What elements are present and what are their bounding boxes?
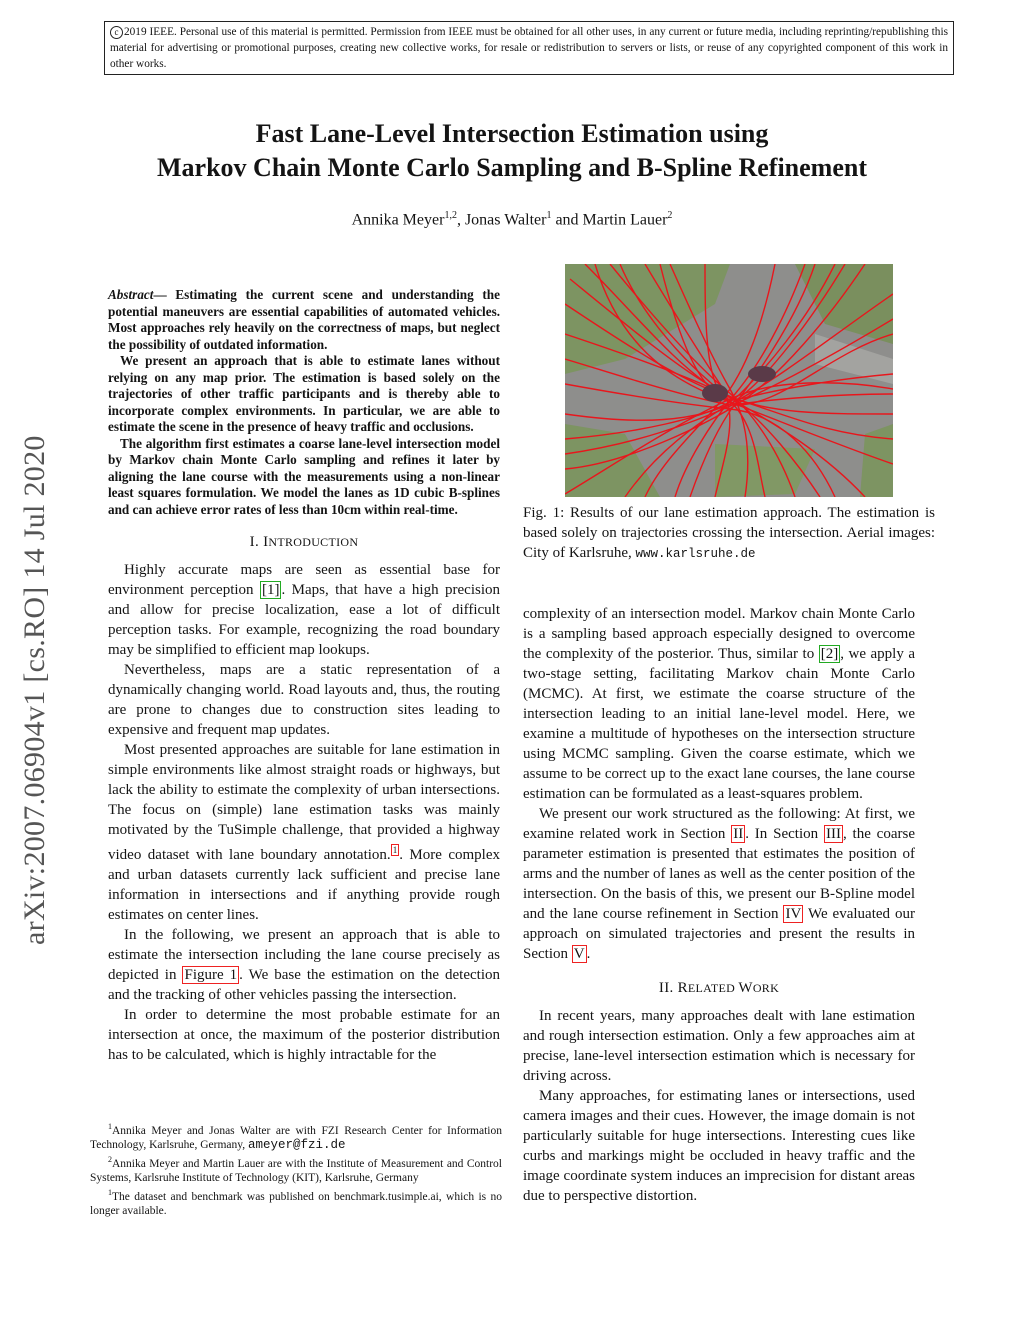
copyright-text: 2019 IEEE. Personal use of this material is permitted. Permission from IEEE must be obtained for all other uses, in any current or future media, including reprinting/republishing this material for advertising or promotional purposes, creating new collective works, for resale or redistribution to servers or lists, or reuse of any copyrighted component of this work in other works. [110, 26, 948, 70]
footnote-link[interactable]: 1 [392, 845, 398, 855]
author-2: , Jonas Walter [456, 211, 547, 229]
citation-link[interactable]: [1] [261, 582, 280, 598]
author-3: and Martin Lauer [551, 211, 668, 229]
section-link[interactable]: IV [785, 906, 802, 922]
car-right [748, 366, 776, 382]
body-paragraph: complexity of an intersection model. Markov chain Monte Carlo is a sampling based approach especially designed to overcome the complexity of the posterior. Thus, similar to [2] , we apply a two-stage setting, facilitating Markov chain Monte Carlo (MCMC). At first, we estimate the coarse structure of the intersection leading to an initial lane-level model. Here, we examine a multitude of hypotheses on the intersection structure using MCMC sampling. Given the coarse estimate, which we assume to be correct up to the exact lane courses, the lane course estimation can be formulated as a least-squares problem. [523, 606, 915, 802]
author-3-affil: 2 [667, 210, 673, 221]
copyright-notice [104, 21, 954, 75]
footnote-1: $^1$Annika Meyer and Jonas Walter are with FZI Research Center for Information Technology, Karlsruhe, Germany, ameyer@fzi.de [90, 1122, 502, 1153]
author-1: Annika Meyer [351, 211, 445, 229]
abstract-p2: We present an approach that is able to estimate lanes without relying on any map prior. The estimation is based solely on the trajectories of other traffic participants and is thereby able to incorporate complex environments. In particular, we are able to estimate the scene in the presence of heavy traffic and occlusions. [108, 353, 500, 434]
title-line-1: Fast Lane-Level Intersection Estimation using [255, 119, 769, 148]
figure-intersection [565, 264, 893, 497]
abstract-p1: — Estimating the current scene and understanding the potential maneuvers are essential capabilities of automated vehicles. Most approaches rely heavily on the correctness of maps, but neglect the possibility of outdated information. [108, 287, 500, 352]
arxiv-watermark: arXiv:2007.06904v1 [cs.RO] 14 Jul 2020 [18, 435, 51, 945]
section-link[interactable]: V [573, 946, 585, 962]
body-paragraph: Many approaches, for estimating lanes or intersections, used camera images and their cues. However, the image domain is not particularly suitable for huge intersections. Interesting cues like curbs and markings might be occluded in heavy traffic and the image coordinate system induces an imprecision for distant areas due to perspective distortion. [523, 1088, 915, 1204]
grass-bottom-right [860, 424, 893, 497]
footnote-3: $^1$The dataset and benchmark was published on benchmark.tusimple.ai, which is no longer available. [90, 1187, 502, 1217]
left-column [108, 287, 500, 1065]
body-paragraph: In recent years, many approaches dealt with lane estimation and rough intersection estimation. Only a few approaches aim at precise, lane-level intersection estimation which is necessary for driving across. [523, 1008, 915, 1084]
citation-link[interactable]: [2] [820, 646, 839, 662]
car-left [702, 384, 728, 402]
body-paragraph: We present our work structured as the following: At first, we examine related work in Section II . In Section III , the coarse parameter estimation is presented that estimates the position of arms and the number of lanes as well as the center position of the intersection. On the basis of this, we present our B-Spline model and the lane course refinement in Section IV We evaluated our approach on simulated trajectories and present the results in Section V . [523, 806, 915, 962]
section-heading-introduction: I. INTRODUCTION [249, 534, 359, 550]
aerial-intersection-image [565, 264, 893, 497]
paper-title [0, 117, 1024, 185]
caption-url[interactable]: www.karlsruhe.de [635, 547, 756, 561]
section-link[interactable]: III [825, 826, 841, 842]
author-list [0, 210, 1024, 229]
abstract [108, 287, 500, 518]
abstract-lead: Abstract [108, 287, 154, 302]
section-link[interactable]: II [733, 826, 744, 842]
intro-paragraph: In order to determine the most probable estimate for an intersection at once, the maximum of the posterior distribution has to be calculated, which is highly intractable for the [108, 1007, 500, 1063]
footnotes [90, 1120, 502, 1218]
section-heading-related-work: II. RELATED WORK [658, 980, 780, 996]
right-column [523, 604, 915, 1206]
copyright-symbol: c [110, 26, 123, 39]
author-email[interactable]: ameyer@fzi.de [248, 1138, 346, 1153]
author-2-affil: 1 [546, 210, 552, 221]
title-line-2: Markov Chain Monte Carlo Sampling and B-Spline Refinement [157, 153, 867, 182]
intro-paragraph: In the following, we present an approach that is able to estimate the intersection including the lane course precisely as depicted in Figure 1 . We base the estimation on the detection and the tracking of other vehicles passing the intersection. [108, 927, 500, 1003]
footnote-2: $^2$Annika Meyer and Martin Lauer are with the Institute of Measurement and Control Systems, Karlsruhe Institute of Technology (KIT), Karlsruhe, Germany [90, 1154, 502, 1185]
intro-paragraph: Nevertheless, maps are a static representation of a dynamically changing world. Road layouts and, thus, the routing are prone to changes due to construction sites leading to expensive and frequent map updates. [108, 662, 500, 738]
figure-link[interactable]: Figure 1 [184, 967, 238, 983]
abstract-p3: The algorithm first estimates a coarse lane-level intersection model by Markov chain Monte Carlo sampling and refines it later by aligning the lane course with the measurements using a non-linear least squares formulation. We model the lanes as 1D cubic B-splines and can achieve error rates of less than 10cm within real-time. [108, 435, 500, 517]
figure-caption: Fig. 1: Results of our lane estimation approach. The estimation is based solely on trajectories crossing the intersection. Aerial images: City of Karlsruhe, www.karlsruhe.de [523, 505, 935, 561]
intro-paragraph: Most presented approaches are suitable for lane estimation in simple environments like almost straight roads or highways, but lack the ability to estimate the complexity of urban intersections. The focus on (simple) lane estimation tasks was mainly motivated by the TuSimple challenge, that provided a highway video dataset with lane boundary annotation. $^1$ . More complex and urban datasets currently lack sufficient and precise lane information in intersections and if anything provide rough estimates on center lines. [108, 742, 501, 923]
author-1-affil: 1,2 [444, 210, 457, 221]
intro-paragraph: Highly accurate maps are seen as essential base for environment perception [1] . Maps, that have a high precision and allow for precise localization, ease a lot of difficult perception tasks. For example, recognizing the road boundary may be simplified to efficient map lookups. [108, 562, 500, 658]
